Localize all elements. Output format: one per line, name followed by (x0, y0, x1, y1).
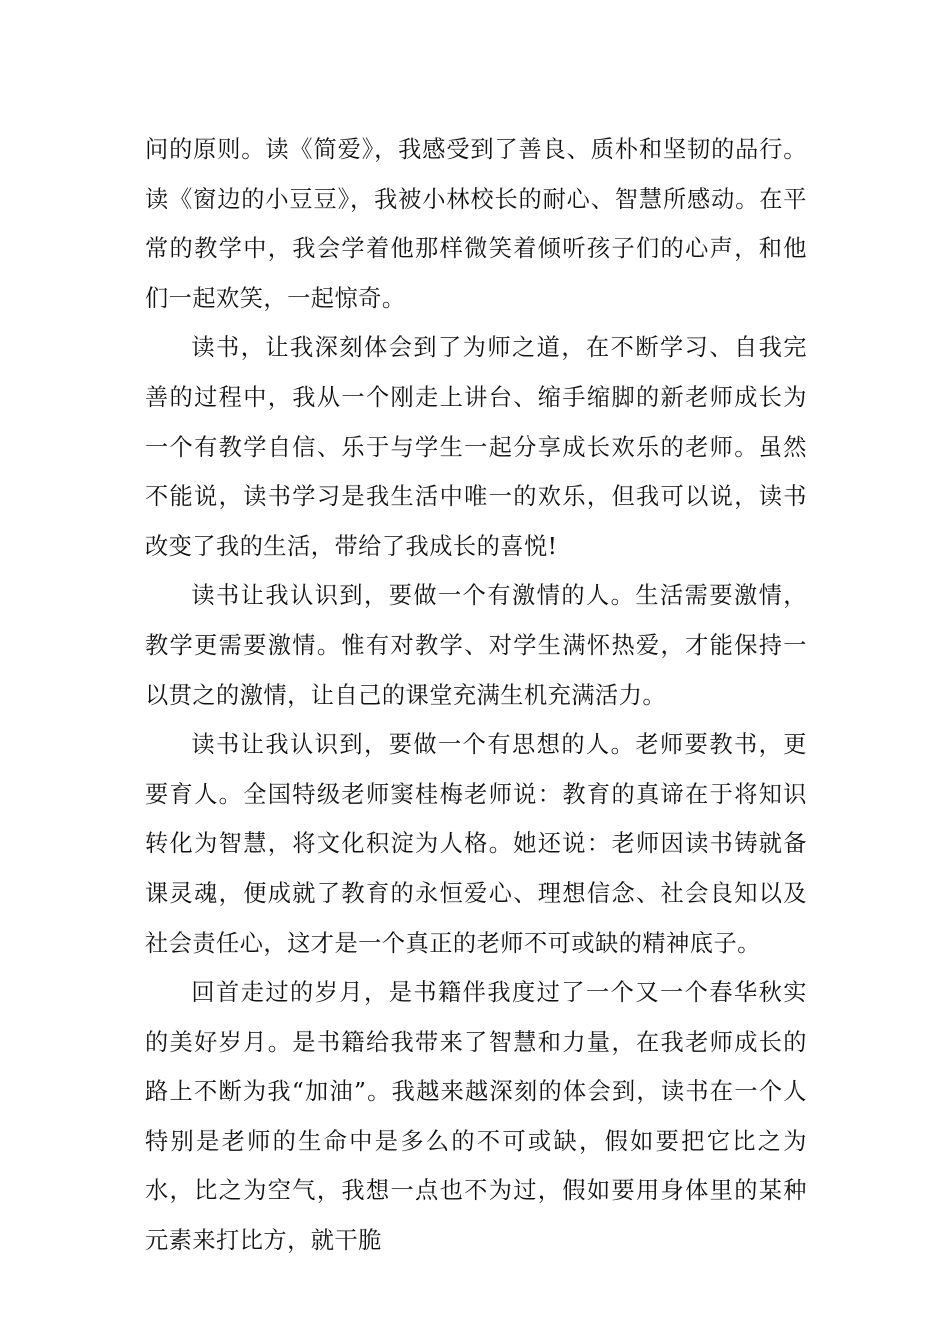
paragraph-passion: 读书让我认识到，要做一个有激情的人。生活需要激情，教学更需要激情。惟有对教学、对学生满怀热爱，才能保持一以贯之的激情，让自己的课堂充满生机充满活力。 (145, 582, 807, 709)
paragraph-looking-back: 回首走过的岁月，是书籍伴我度过了一个又一个春华秋实的美好岁月。是书籍给我带来了智慧和力量，在我老师成长的路上不断为我“加油”。我越来越深刻的体会到，读书在一个人特别是老师的生命中是多么的不可或缺，假如要把它比之为水，比之为空气，我想一点也不为过，假如要用身体里的某种元素来打比方，就干脆 (145, 979, 807, 1255)
paragraph-teaching-way: 读书，让我深刻体会到了为师之道，在不断学习、自我完善的过程中，我从一个刚走上讲台、缩手缩脚的新老师成长为一个有教学自信、乐于与学生一起分享成长欢乐的老师。虽然不能说，读书学习是我生活中唯一的欢乐，但我可以说，读书改变了我的生活，带给了我成长的喜悦! (145, 334, 807, 560)
paragraph-thought: 读书让我认识到，要做一个有思想的人。老师要教书，更要育人。全国特级老师窦桂梅老师说：教育的真谛在于将知识转化为智慧，将文化积淀为人格。她还说：老师因读书铸就备课灵魂，便成就了教育的永恒爱心、理想信念、社会良知以及社会责任心，这才是一个真正的老师不可或缺的精神底子。 (145, 731, 807, 957)
paragraph-continued: 问的原则。读《简爱》，我感受到了善良、质朴和坚韧的品行。读《窗边的小豆豆》，我被小林校长的耐心、智慧所感动。在平常的教学中，我会学着他那样微笑着倾听孩子们的心声，和他们一起欢笑，一起惊奇。 (145, 136, 807, 312)
body-text (145, 125, 807, 1266)
